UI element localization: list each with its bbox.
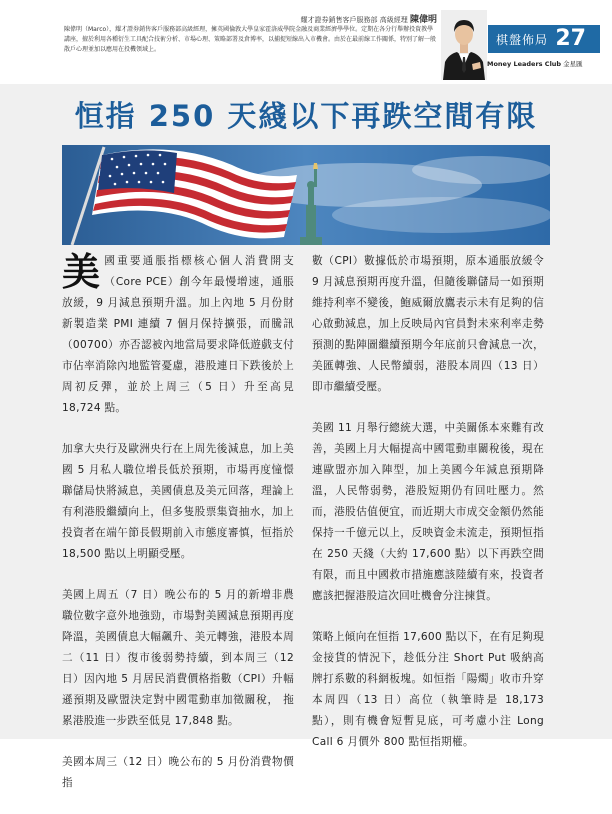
article-paragraph: 美國本周三（12 日）晚公布的 5 月份消費物價指 (62, 756, 294, 789)
drop-cap: 美 (62, 250, 101, 294)
article-paragraph: 美國上周五（7 日）晚公布的 5 月的新增非農職位數字意外地強勁，市場對美國減息預期再度降溫，美國債息大幅飆升、美元轉強，港股本周二（11 日）復市後弱勢持續，到本周三（12 日）因內地 5 月居民消費價格指數（CPI）升幅遜預期及歐盟決定對中國電動車加徵關稅， 拖累港股進一步跌至低見 17,848 點。 (62, 589, 294, 727)
article-paragraph: 美國重要通脹指標核心個人消費開支（Core PCE）創今年最慢增速，通脹放緩，9 月減息預期升溫。加上內地 5 月份財新製造業 PMI 連續 7 個月保持擴張，而騰訊（00700）亦否認被內地當局要求降低遊戲支付市佔率消除內地監管憂慮，港股連日下跌後於上周初反彈，並於上周三（5 日）升至高見 18,724 點。 (62, 250, 294, 414)
column-title: 棋盤佈局 (496, 33, 549, 47)
club-name-en: Money Leaders Club (487, 60, 562, 68)
page-header (0, 0, 612, 84)
column-title-block (488, 25, 600, 53)
club-name (487, 59, 583, 68)
article-paragraph: 美國 11 月舉行總統大選，中美關係本來難有改善，美國上月大幅提高中國電動車關稅後，現在連歐盟亦加入陣型，加上美國今年減息預期降溫，人民幣弱勢，港股短期仍有回吐壓力。然而，港股估值便宜，而近期大市成交金額仍然能保持一千億元以上，反映資金未流走，預期恒指在 250 天綫（大約 17,600 點）以下再跌空間有限，而且中國救市措施應該陸續有來，投資者應該把握港股這次回吐機會分注揀貨。 (312, 422, 544, 602)
article-column-right (312, 251, 544, 773)
article-headline: 恒指 250 天綫以下再跌空間有限 (74, 99, 538, 133)
article-paragraph: 加拿大央行及歐洲央行在上周先後減息，加上美國 5 月私人職位增長低於預期，市場再度憧憬聯儲局快將減息，美國債息及美元回落，理論上有利港股繼續向上，但多隻股票集資抽水，加上投資者在端午節長假期前入市態度審慎，恒指於 18,500 點以上明顯受壓。 (62, 443, 294, 560)
flag-liberty-photo (62, 145, 550, 245)
article-paragraph: 策略上傾向在恒指 17,600 點以下，在有足夠現金接貨的情況下，趁低分注 Short Put 吸納高牌打系數的科網板塊。如恒指「陽燭」收市升穿本周四（13 日）高位（執筆時是 18,173 點），則有機會短暫見底，可考慮小注 Long Call 6 月價外 800 點恒指期權。 (312, 631, 544, 748)
author-portrait (441, 10, 487, 80)
page-number: 27 (555, 26, 586, 51)
author-bio: 陳偉明（Marco），耀才證券銷售客戶服務部高級經理，擁英國倫敦大學皇家霍洛威學院金融及商業經濟學學位。定期在各分行舉辦投資教學講座，擅於利用各種衍生工具配合技術分析、市場心理、策略部署及倉博率，以捕捉短線出入市機會。由於在最前線工作關係，特別了解一般散戶心理並加以應用在投機領域上。 (64, 26, 437, 53)
article-column-left (62, 251, 294, 814)
club-name-cn: 金星匯 (563, 60, 583, 68)
author-name: 陳偉明 (409, 15, 437, 25)
author-line (247, 12, 437, 25)
author-title: 耀才證券銷售客戶服務部 高級經理 (300, 16, 408, 24)
article-paragraph: 數（CPI）數據低於市場預期，原本通脹放緩令 9 月減息預期再度升溫，但隨後聯儲局一如預期維持利率不變後，鮑威爾放鷹表示未有足夠的信心啟動減息，加上反映局內官員對未來利率走勢預測的點陣圖繼續預期今年底前只會減息一次，美匯轉強、人民幣續弱，港股本周四（13 日）即市繼續受壓。 (312, 255, 544, 393)
